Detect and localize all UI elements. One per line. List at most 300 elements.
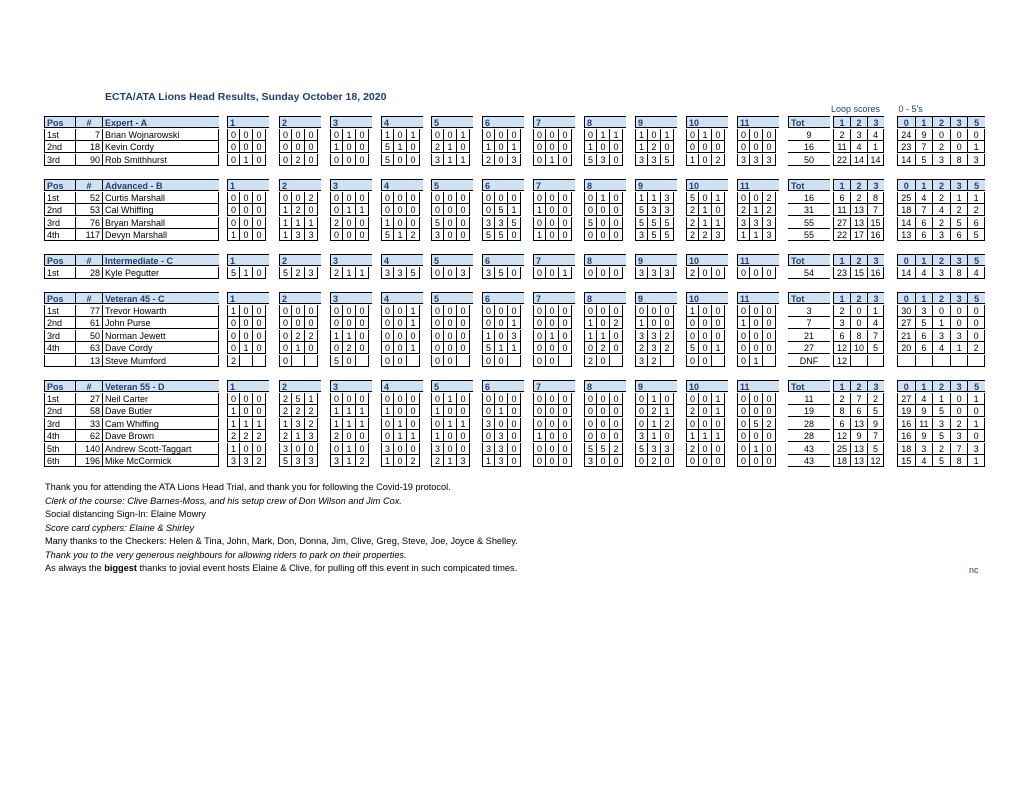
score-cell: 0 [508, 443, 521, 455]
score-cell: 0 [712, 129, 725, 141]
rider-total: 11 [788, 393, 830, 405]
score-cell: 2 [763, 204, 776, 216]
footer-line: Many thanks to the Checkers: Helen & Tina, John, Mark, Don, Donna, Jim, Clive, Greg, Steve, Joe, Joyce & Shelley. [45, 536, 518, 546]
score-cell: 3 [648, 342, 661, 354]
score-cell: 2 [292, 267, 305, 279]
table-row [0, 267, 1024, 279]
score-cell: 0 [737, 430, 750, 442]
score-cell: 0 [750, 455, 763, 467]
score-cell: 0 [431, 393, 444, 405]
rider-number: 27 [75, 393, 102, 405]
loop-score: 15 [867, 217, 884, 229]
fives-count: 1 [950, 342, 968, 354]
rider-name: Cal Whiffing [102, 204, 219, 216]
score-cell: 3 [763, 154, 776, 166]
header-section-number: 10 [686, 254, 728, 266]
score-cell: 0 [763, 393, 776, 405]
score-cell: 0 [584, 204, 597, 216]
score-cell: 1 [712, 217, 725, 229]
score-cell: 0 [457, 229, 470, 241]
rider-number: 77 [75, 305, 102, 317]
score-cell: 0 [508, 455, 521, 467]
score-cell: 0 [750, 305, 763, 317]
score-cell: 3 [482, 217, 495, 229]
table-header-row [0, 116, 1024, 128]
score-cell: 0 [457, 305, 470, 317]
score-cell: 3 [457, 267, 470, 279]
header-loop: 1 [833, 179, 850, 191]
header-class-name: Veteran 45 - C [102, 292, 219, 304]
score-cell: 0 [699, 342, 712, 354]
score-cell: 0 [712, 317, 725, 329]
score-cell: 1 [699, 430, 712, 442]
score-cell: 0 [482, 129, 495, 141]
score-cell: 0 [240, 229, 253, 241]
score-cell: 3 [635, 267, 648, 279]
fives-label: 0 - 5's [898, 104, 923, 114]
author-initials: nc [969, 565, 979, 575]
header-loop: 2 [850, 380, 867, 392]
fives-count: 4 [915, 192, 933, 204]
header-loop: 1 [833, 254, 850, 266]
header-total: Tot [788, 179, 830, 191]
score-cell: 0 [253, 204, 266, 216]
score-cell: 1 [495, 405, 508, 417]
score-cell: 1 [533, 204, 546, 216]
score-cell: 0 [240, 217, 253, 229]
score-cell: 5 [584, 443, 597, 455]
score-cell: 0 [610, 154, 623, 166]
score-cell: 0 [407, 330, 420, 342]
score-cell: 0 [699, 393, 712, 405]
score-cell: 0 [763, 443, 776, 455]
score-cell: 0 [343, 154, 356, 166]
rider-position: 1st [44, 393, 75, 405]
score-cell: 0 [343, 317, 356, 329]
score-cell: 1 [292, 342, 305, 354]
score-cell: 0 [394, 355, 407, 367]
header-pos: Pos [44, 116, 75, 128]
table-header-row [0, 254, 1024, 266]
score-cell: 1 [381, 405, 394, 417]
fives-count: 5 [915, 317, 933, 329]
rider-number: 18 [75, 141, 102, 153]
score-cell: 0 [597, 430, 610, 442]
score-cell: 0 [750, 141, 763, 153]
score-cell: 0 [546, 229, 559, 241]
score-cell: 0 [305, 154, 318, 166]
fives-count: 5 [915, 154, 933, 166]
score-cell: 2 [737, 204, 750, 216]
score-cell: 0 [330, 443, 343, 455]
score-cell: 0 [750, 342, 763, 354]
score-cell: 5 [482, 229, 495, 241]
loop-score: 4 [850, 141, 867, 153]
header-section-number: 3 [330, 179, 372, 191]
score-cell: 0 [431, 129, 444, 141]
rider-name: Bryan Marshall [102, 217, 219, 229]
score-cell [610, 355, 623, 367]
fives-count [932, 355, 950, 367]
score-cell: 1 [330, 330, 343, 342]
score-cell: 3 [737, 154, 750, 166]
header-fives: 2 [932, 116, 950, 128]
loop-score: 12 [867, 455, 884, 467]
fives-count: 6 [915, 330, 933, 342]
score-cell: 1 [444, 418, 457, 430]
score-cell: 0 [533, 455, 546, 467]
rider-position: 6th [44, 455, 75, 467]
score-cell: 0 [533, 355, 546, 367]
score-cell: 1 [699, 129, 712, 141]
score-cell: 0 [253, 317, 266, 329]
score-cell: 0 [240, 443, 253, 455]
score-cell: 5 [686, 342, 699, 354]
score-cell: 3 [635, 154, 648, 166]
score-cell: 1 [508, 342, 521, 354]
score-cell: 0 [227, 129, 240, 141]
rider-total: 16 [788, 192, 830, 204]
score-cell: 0 [482, 393, 495, 405]
score-cell: 0 [597, 229, 610, 241]
rider-total: 3 [788, 305, 830, 317]
score-cell: 1 [240, 418, 253, 430]
rider-total: 21 [788, 330, 830, 342]
footer-line: Thank you for attending the ATA Lions Head Trial, and thank you for following the Covid-19 protocol. [45, 482, 451, 492]
score-cell: 0 [495, 317, 508, 329]
score-cell: 2 [482, 154, 495, 166]
fives-count: 9 [915, 430, 933, 442]
score-cell: 2 [431, 141, 444, 153]
rider-number: 196 [75, 455, 102, 467]
score-cell: 0 [407, 141, 420, 153]
fives-count: 13 [897, 229, 915, 241]
fives-count: 23 [897, 141, 915, 153]
fives-count: 27 [897, 317, 915, 329]
footer-line: Thank you to the very generous neighbours for allowing riders to park on their properties. [45, 549, 407, 560]
score-cell: 0 [356, 430, 369, 442]
header-fives: 1 [915, 179, 933, 191]
score-cell: 0 [763, 455, 776, 467]
score-cell: 0 [279, 154, 292, 166]
score-cell: 0 [444, 229, 457, 241]
rider-total: DNF [788, 355, 830, 367]
header-total: Tot [788, 292, 830, 304]
score-cell: 0 [240, 317, 253, 329]
score-cell: 1 [686, 430, 699, 442]
score-cell: 1 [482, 455, 495, 467]
table-header-row [0, 179, 1024, 191]
loop-score: 12 [833, 355, 850, 367]
loop-score: 6 [833, 330, 850, 342]
rider-number: 117 [75, 229, 102, 241]
header-loop: 3 [867, 179, 884, 191]
score-cell: 0 [712, 443, 725, 455]
score-cell: 0 [750, 405, 763, 417]
table-header-row [0, 292, 1024, 304]
fives-count: 1 [967, 455, 985, 467]
fives-count: 1 [967, 393, 985, 405]
score-cell: 0 [737, 393, 750, 405]
header-section-number: 5 [431, 292, 473, 304]
fives-count: 9 [915, 129, 933, 141]
header-section-number: 11 [737, 292, 779, 304]
score-cell: 0 [482, 305, 495, 317]
score-cell: 0 [444, 342, 457, 354]
score-cell: 0 [737, 330, 750, 342]
score-cell: 0 [356, 141, 369, 153]
score-cell: 1 [648, 192, 661, 204]
score-cell: 0 [508, 405, 521, 417]
score-cell: 2 [686, 217, 699, 229]
score-cell: 0 [750, 393, 763, 405]
rider-total: 50 [788, 154, 830, 166]
table-row [0, 229, 1024, 241]
score-cell: 0 [240, 330, 253, 342]
score-cell: 2 [648, 405, 661, 417]
score-cell: 3 [712, 229, 725, 241]
score-cell: 2 [763, 192, 776, 204]
fives-count: 5 [932, 455, 950, 467]
score-cell: 0 [661, 305, 674, 317]
header-fives: 1 [915, 380, 933, 392]
loop-score: 9 [867, 418, 884, 430]
header-number: # [75, 179, 102, 191]
loop-score: 27 [833, 217, 850, 229]
score-cell: 0 [559, 305, 572, 317]
score-cell: 1 [343, 129, 356, 141]
rider-name: Dave Cordy [102, 342, 219, 354]
score-cell: 0 [648, 129, 661, 141]
header-fives: 5 [967, 179, 985, 191]
score-cell: 3 [495, 455, 508, 467]
score-cell: 0 [546, 393, 559, 405]
score-cell: 0 [381, 355, 394, 367]
fives-count: 1 [967, 418, 985, 430]
score-cell: 0 [686, 317, 699, 329]
score-cell: 2 [686, 443, 699, 455]
score-cell: 1 [635, 317, 648, 329]
score-cell: 0 [686, 330, 699, 342]
score-cell: 0 [305, 141, 318, 153]
score-cell: 1 [343, 405, 356, 417]
header-section-number: 10 [686, 292, 728, 304]
score-cell: 0 [253, 267, 266, 279]
score-cell: 2 [292, 330, 305, 342]
score-cell: 0 [407, 418, 420, 430]
score-cell: 0 [457, 204, 470, 216]
table-row [0, 129, 1024, 141]
score-cell: 0 [546, 129, 559, 141]
table-row [0, 192, 1024, 204]
fives-count: 5 [967, 229, 985, 241]
score-cell: 0 [343, 192, 356, 204]
score-cell: 1 [737, 229, 750, 241]
header-section-number: 10 [686, 116, 728, 128]
score-cell: 0 [546, 342, 559, 354]
fives-count: 15 [897, 455, 915, 467]
score-cell [240, 355, 253, 367]
score-cell [292, 355, 305, 367]
score-cell: 0 [584, 229, 597, 241]
score-cell [559, 355, 572, 367]
loop-score: 0 [850, 317, 867, 329]
header-section-number: 3 [330, 116, 372, 128]
score-cell: 0 [508, 393, 521, 405]
header-section-number: 9 [635, 116, 677, 128]
loop-scores-caption [831, 104, 923, 114]
score-cell: 0 [482, 430, 495, 442]
score-cell: 1 [750, 204, 763, 216]
header-loop: 1 [833, 116, 850, 128]
header-fives: 2 [932, 254, 950, 266]
score-cell: 2 [305, 418, 318, 430]
score-cell: 0 [686, 418, 699, 430]
rider-number: 53 [75, 204, 102, 216]
rider-total: 27 [788, 342, 830, 354]
score-cell: 0 [737, 418, 750, 430]
score-cell: 1 [686, 154, 699, 166]
score-cell: 0 [686, 455, 699, 467]
score-cell: 0 [610, 305, 623, 317]
score-cell: 2 [330, 430, 343, 442]
loop-score: 1 [867, 305, 884, 317]
score-cell: 0 [343, 430, 356, 442]
loop-score: 2 [833, 393, 850, 405]
fives-count: 2 [967, 342, 985, 354]
fives-count: 3 [967, 443, 985, 455]
score-cell: 0 [381, 418, 394, 430]
score-cell: 0 [508, 129, 521, 141]
score-cell: 5 [330, 355, 343, 367]
score-cell: 3 [584, 455, 597, 467]
header-section-number: 7 [533, 254, 575, 266]
loop-score: 6 [833, 418, 850, 430]
rider-name: John Purse [102, 317, 219, 329]
table-row [0, 430, 1024, 442]
rider-number: 62 [75, 430, 102, 442]
score-cell: 2 [305, 405, 318, 417]
score-cell: 0 [763, 267, 776, 279]
score-cell: 1 [482, 141, 495, 153]
score-cell: 0 [559, 141, 572, 153]
header-section-number: 9 [635, 292, 677, 304]
rider-position: 1st [44, 267, 75, 279]
score-cell: 0 [661, 430, 674, 442]
score-cell: 1 [584, 141, 597, 153]
rider-position: 2nd [44, 141, 75, 153]
header-section-number: 7 [533, 292, 575, 304]
rider-position: 3rd [44, 330, 75, 342]
score-cell: 0 [533, 305, 546, 317]
score-cell: 0 [699, 330, 712, 342]
score-cell [661, 355, 674, 367]
score-cell: 1 [533, 430, 546, 442]
score-cell: 0 [394, 455, 407, 467]
fives-count: 3 [932, 418, 950, 430]
header-section-number: 1 [227, 380, 269, 392]
score-cell: 0 [431, 204, 444, 216]
table-row [0, 355, 1024, 367]
header-section-number: 9 [635, 254, 677, 266]
rider-name: Dave Brown [102, 430, 219, 442]
fives-count: 1 [967, 141, 985, 153]
score-cell: 1 [381, 455, 394, 467]
fives-count: 8 [950, 154, 968, 166]
loop-score: 3 [833, 317, 850, 329]
score-cell: 0 [559, 229, 572, 241]
score-cell: 2 [661, 330, 674, 342]
score-cell: 0 [381, 317, 394, 329]
score-cell: 0 [356, 192, 369, 204]
fives-count: 3 [950, 430, 968, 442]
score-cell: 0 [661, 393, 674, 405]
rider-name: Trevor Howarth [102, 305, 219, 317]
fives-count: 18 [897, 204, 915, 216]
score-cell: 0 [431, 305, 444, 317]
header-class-name: Veteran 55 - D [102, 380, 219, 392]
rider-name: Steve Mumford [102, 355, 219, 367]
fives-count: 4 [967, 267, 985, 279]
score-cell: 1 [750, 443, 763, 455]
score-cell: 0 [431, 330, 444, 342]
fives-count: 0 [950, 317, 968, 329]
score-cell: 0 [431, 355, 444, 367]
score-cell: 0 [444, 305, 457, 317]
fives-count [950, 355, 968, 367]
fives-count: 7 [915, 204, 933, 216]
loop-score: 13 [850, 418, 867, 430]
rider-position: 4th [44, 430, 75, 442]
score-cell: 0 [712, 141, 725, 153]
loop-score: 4 [867, 129, 884, 141]
score-cell: 0 [661, 317, 674, 329]
score-cell: 5 [381, 229, 394, 241]
score-cell: 1 [457, 154, 470, 166]
score-cell: 1 [394, 430, 407, 442]
score-cell: 0 [635, 455, 648, 467]
rider-position [44, 355, 75, 367]
score-cell: 0 [356, 305, 369, 317]
score-cell: 0 [597, 418, 610, 430]
score-cell: 0 [330, 229, 343, 241]
score-cell: 0 [253, 305, 266, 317]
score-cell: 0 [444, 129, 457, 141]
score-cell: 2 [240, 430, 253, 442]
score-cell: 5 [584, 217, 597, 229]
fives-count: 0 [967, 405, 985, 417]
score-cell: 0 [457, 317, 470, 329]
header-section-number: 4 [381, 254, 423, 266]
rider-name: Curtis Marshall [102, 192, 219, 204]
score-cell: 3 [292, 418, 305, 430]
table-row [0, 217, 1024, 229]
score-cell: 0 [394, 217, 407, 229]
score-cell: 0 [737, 342, 750, 354]
score-cell: 1 [648, 393, 661, 405]
score-cell: 1 [292, 430, 305, 442]
score-cell: 1 [343, 455, 356, 467]
score-cell [407, 355, 420, 367]
score-cell: 0 [508, 418, 521, 430]
score-cell: 1 [227, 405, 240, 417]
score-cell: 1 [712, 192, 725, 204]
score-cell: 1 [431, 430, 444, 442]
header-loop: 3 [867, 116, 884, 128]
rider-name: Kevin Cordy [102, 141, 219, 153]
header-section-number: 11 [737, 380, 779, 392]
rider-position: 3rd [44, 418, 75, 430]
